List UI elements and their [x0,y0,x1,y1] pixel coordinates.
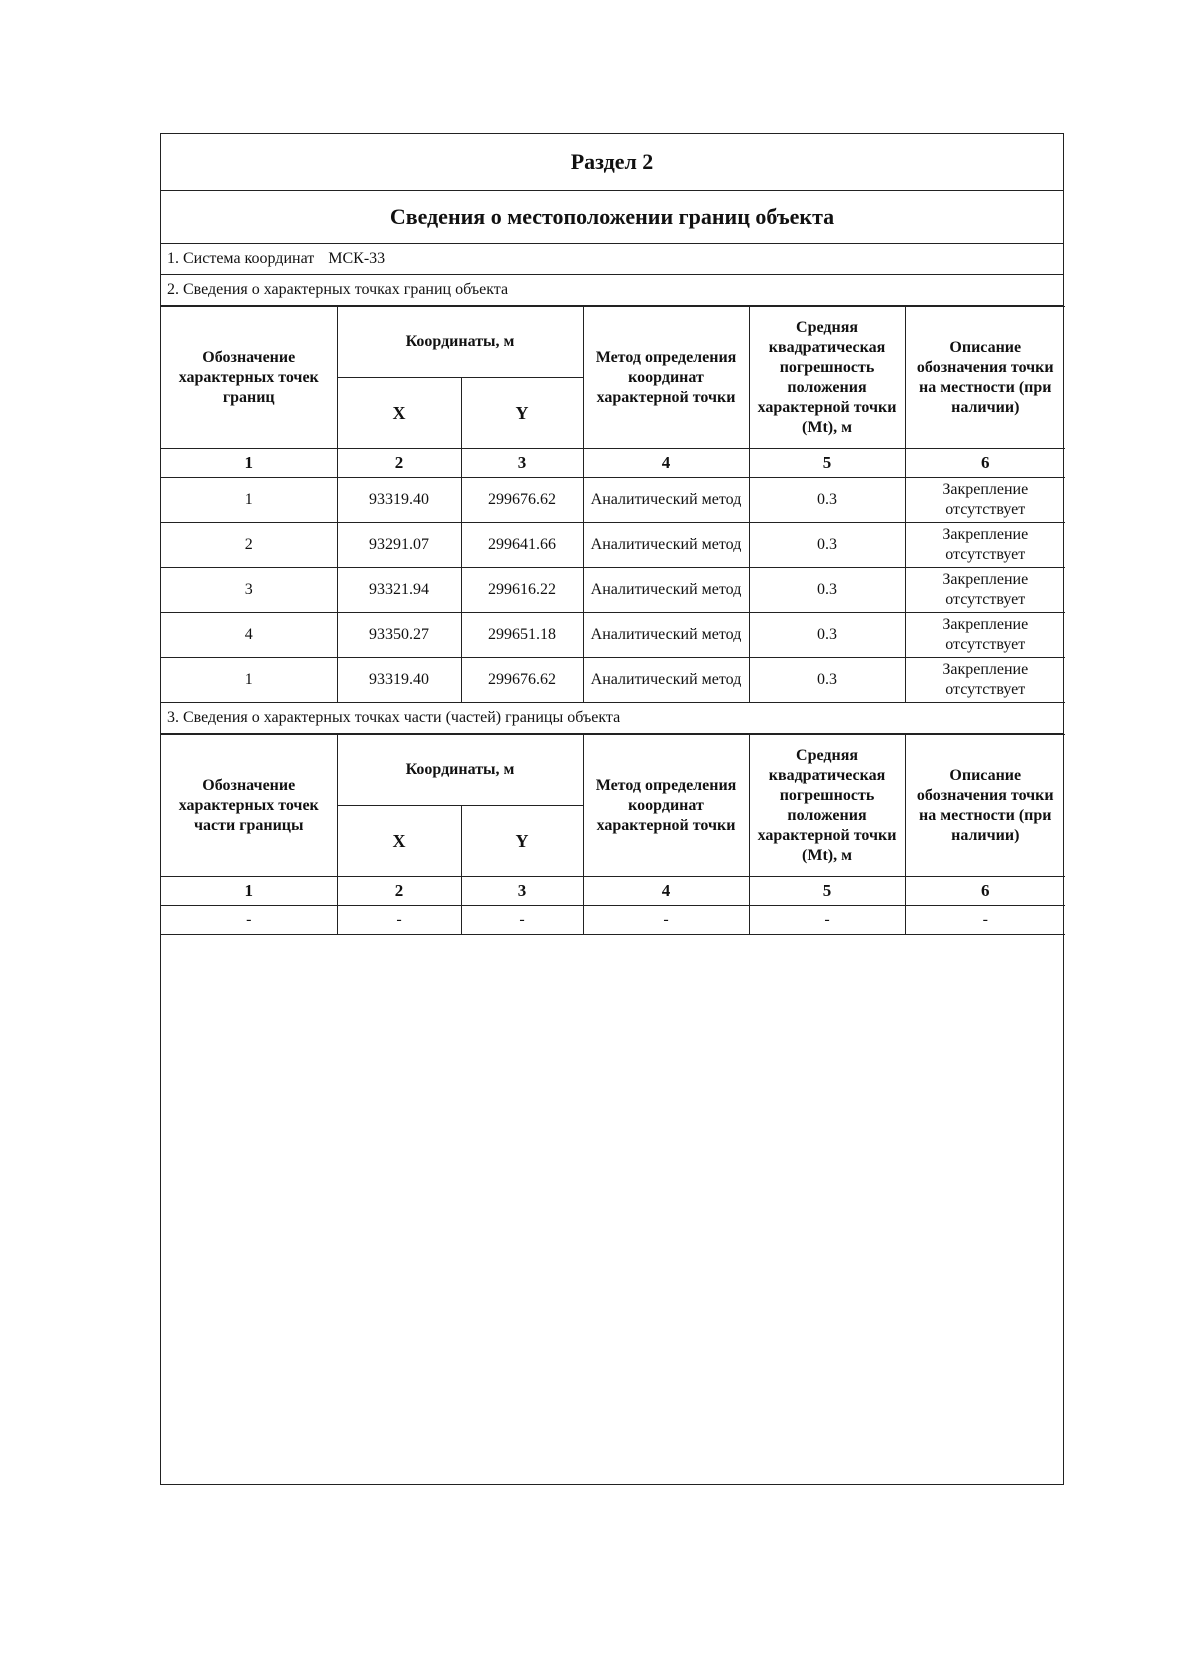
cell-x: 93350.27 [337,613,461,658]
cell-point: 1 [161,658,337,703]
cell-method: Аналитический метод [583,478,749,523]
header-x: X [337,806,461,877]
cell-description: Закрепление отсутствует [905,613,1065,658]
cell-y: 299676.62 [461,478,583,523]
cell-point: 3 [161,568,337,613]
col-number: 1 [161,449,337,478]
cell-error: 0.3 [749,658,905,703]
coord-system-row [161,244,1063,275]
cell-method: Аналитический метод [583,613,749,658]
cell-method: Аналитический метод [583,523,749,568]
document-frame [160,133,1064,1485]
col-number: 5 [749,449,905,478]
col-number: 2 [337,877,461,906]
col-number: 4 [583,449,749,478]
col-number: 3 [461,449,583,478]
coord-system-value: МСК-33 [328,250,386,267]
col-number: 1 [161,877,337,906]
header-error: Средняя квадратическая погрешность положения характерной точки (Mt), м [749,307,905,449]
part2-heading: 2. Сведения о характерных точках границ объекта [161,275,1063,306]
cell-point: 2 [161,523,337,568]
cell-description: Закрепление отсутствует [905,658,1065,703]
header-designation: Обозначение характерных точек границ [161,307,337,449]
cell-point: 1 [161,478,337,523]
cell-method: Аналитический метод [583,658,749,703]
coord-system-label: 1. Система координат [167,250,315,267]
cell-y: 299676.62 [461,658,583,703]
column-numbers-row [161,877,1065,906]
header-method: Метод определения координат характерной точки [583,307,749,449]
cell-method: Аналитический метод [583,568,749,613]
cell-x: 93319.40 [337,478,461,523]
header-coords: Координаты, м [337,735,583,806]
cell-point: 4 [161,613,337,658]
cell-x: 93319.40 [337,658,461,703]
header-y: Y [461,378,583,449]
header-designation: Обозначение характерных точек части границы [161,735,337,877]
header-method: Метод определения координат характерной точки [583,735,749,877]
header-description: Описание обозначения точки на местности (при наличии) [905,307,1065,449]
col-number: 5 [749,877,905,906]
cell-y: - [461,906,583,935]
part-boundary-points-table [161,734,1065,935]
part3-heading: 3. Сведения о характерных точках части (частей) границы объекта [161,703,1063,734]
header-coords: Координаты, м [337,307,583,378]
header-error: Средняя квадратическая погрешность положения характерной точки (Mt), м [749,735,905,877]
cell-y: 299616.22 [461,568,583,613]
header-x: X [337,378,461,449]
cell-error: 0.3 [749,523,905,568]
boundary-points-table [161,306,1065,703]
table-row [161,568,1065,613]
section-subtitle: Сведения о местоположении границ объекта [161,191,1063,244]
table-row [161,523,1065,568]
cell-y: 299651.18 [461,613,583,658]
cell-method: - [583,906,749,935]
table-row [161,478,1065,523]
table-row [161,613,1065,658]
cell-x: 93291.07 [337,523,461,568]
cell-error: - [749,906,905,935]
cell-error: 0.3 [749,613,905,658]
header-y: Y [461,806,583,877]
cell-description: Закрепление отсутствует [905,478,1065,523]
table-row [161,906,1065,935]
cell-description: - [905,906,1065,935]
cell-error: 0.3 [749,478,905,523]
cell-error: 0.3 [749,568,905,613]
col-number: 4 [583,877,749,906]
cell-y: 299641.66 [461,523,583,568]
cell-description: Закрепление отсутствует [905,523,1065,568]
cell-description: Закрепление отсутствует [905,568,1065,613]
col-number: 6 [905,877,1065,906]
table-row [161,658,1065,703]
cell-x: - [337,906,461,935]
section-title: Раздел 2 [161,134,1063,191]
column-numbers-row [161,449,1065,478]
col-number: 6 [905,449,1065,478]
header-description: Описание обозначения точки на местности (при наличии) [905,735,1065,877]
col-number: 3 [461,877,583,906]
cell-point: - [161,906,337,935]
col-number: 2 [337,449,461,478]
cell-x: 93321.94 [337,568,461,613]
